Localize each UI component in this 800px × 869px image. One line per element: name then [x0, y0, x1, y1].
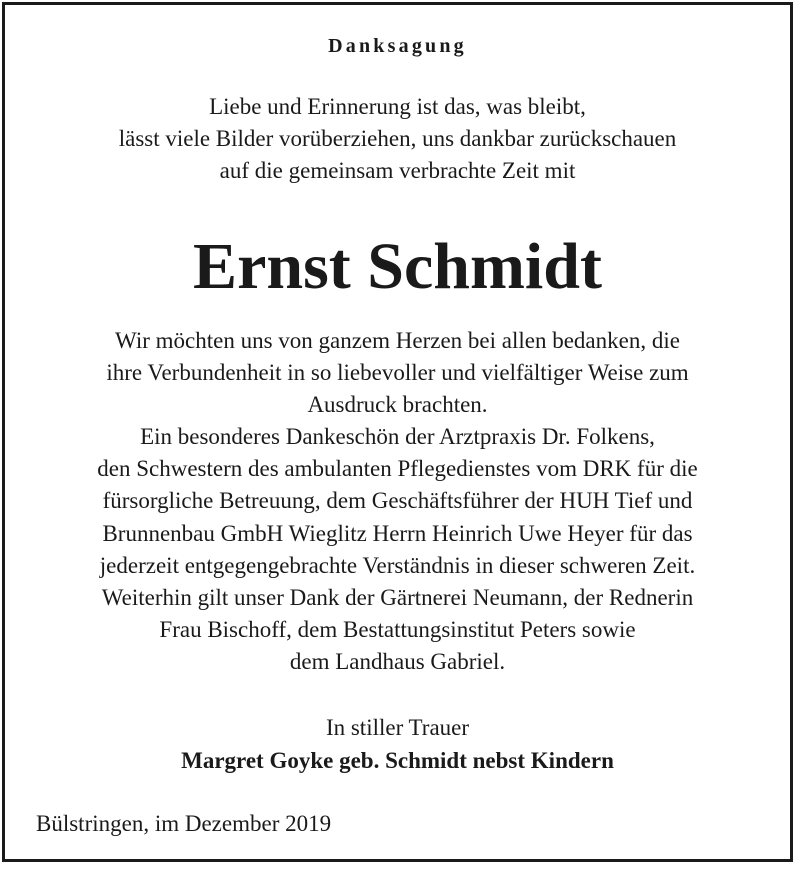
poem-line: auf die gemeinsam verbrachte Zeit mit: [219, 158, 576, 183]
thanks-line: Ausdruck brachten.: [307, 392, 488, 418]
poem-line: lässt viele Bilder vorüberziehen, uns dankbar zurückschauen: [118, 126, 677, 151]
thanks-line: Brunnenbau GmbH Wieglitz Herrn Heinrich Uwe Heyer für das: [102, 520, 693, 546]
thanks-line: ihre Verbundenheit in so liebevoller und vielfältiger Weise zum: [106, 360, 689, 386]
thanks-line: fürsorgliche Betreuung, dem Geschäftsführer der HUH Tief und: [102, 488, 693, 514]
poem: [5, 91, 790, 187]
closing-phrase: In stiller Trauer: [325, 715, 470, 740]
poem-line: Liebe und Erinnerung ist das, was bleibt,: [209, 94, 586, 119]
notice-frame: [2, 2, 793, 862]
thanks-text: [5, 325, 790, 678]
thanks-line: jederzeit entgegengebrachte Verständnis in dieser schweren Zeit.: [99, 552, 696, 578]
thanks-line: Frau Bischoff, dem Bestattungsinstitut Peters sowie: [159, 616, 636, 642]
signer-name: Margret Goyke geb. Schmidt nebst Kindern: [181, 748, 614, 773]
place-date: Bülstringen, im Dezember 2019: [36, 811, 332, 836]
thanks-line: Weiterhin gilt unser Dank der Gärtnerei Neumann, der Rednerin: [101, 584, 694, 610]
thanks-line: Wir möchten uns von ganzem Herzen bei allen bedanken, die: [115, 328, 680, 353]
thanks-line: den Schwestern des ambulanten Pflegedienstes vom DRK für die: [97, 456, 698, 482]
deceased-name: Ernst Schmidt: [193, 230, 602, 303]
thanks-line: dem Landhaus Gabriel.: [289, 648, 506, 674]
notice-heading: Danksagung: [328, 35, 467, 57]
thanks-line: Ein besonderes Dankeschön der Arztpraxis Dr. Folkens,: [140, 424, 655, 450]
